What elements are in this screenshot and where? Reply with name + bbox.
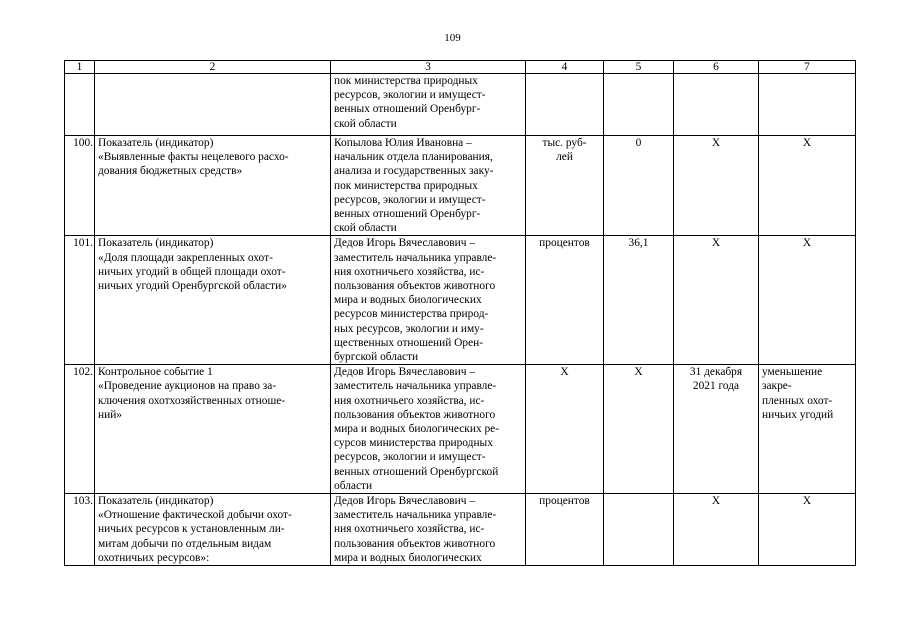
cell-date: Х xyxy=(674,494,759,566)
cell-responsible: пок министерства природных ресурсов, экологии и имущест- венных отношений Оренбург- ской области xyxy=(331,74,526,136)
cell-num: 101. xyxy=(65,236,95,365)
cell-result: Х xyxy=(759,236,856,365)
cell-unit: процентов xyxy=(526,494,604,566)
header-col-7: 7 xyxy=(759,61,856,74)
cell-result: Х xyxy=(759,136,856,236)
cell-value: Х xyxy=(604,365,674,494)
cell-result: Х xyxy=(759,494,856,566)
cell-num xyxy=(65,74,95,136)
cell-result: уменьшение закре- пленных охот- ничьих угодий xyxy=(759,365,856,494)
cell-value: 36,1 xyxy=(604,236,674,365)
cell-value: 0 xyxy=(604,136,674,236)
cell-name: Показатель (индикатор) «Доля площади закрепленных охот- ничьих угодий в общей площади охот- ничьих угодий Оренбургской области» xyxy=(95,236,331,365)
cell-name: Контрольное событие 1 «Проведение аукционов на право за- ключения охотхозяйственных отноше- ний» xyxy=(95,365,331,494)
cell-date: Х xyxy=(674,236,759,365)
header-col-4: 4 xyxy=(526,61,604,74)
cell-unit xyxy=(526,74,604,136)
cell-responsible: Копылова Юлия Ивановна – начальник отдела планирования, анализа и государственных заку- пок министерства природных ресурсов, экологии и имущест- венных отношений Оренбург- ской области xyxy=(331,136,526,236)
header-row xyxy=(65,61,856,74)
header-col-6: 6 xyxy=(674,61,759,74)
cell-name: Показатель (индикатор) «Отношение фактической добычи охот- ничьих ресурсов к установленным ли- митам добычи по отдельным видам охотничьих ресурсов»: xyxy=(95,494,331,566)
cell-value xyxy=(604,494,674,566)
cell-unit: процентов xyxy=(526,236,604,365)
cell-name: Показатель (индикатор) «Выявленные факты нецелевого расхо- дования бюджетных средств» xyxy=(95,136,331,236)
table-row xyxy=(65,236,856,365)
table-row xyxy=(65,136,856,236)
cell-date: 31 декабря 2021 года xyxy=(674,365,759,494)
table-row xyxy=(65,494,856,566)
cell-num: 103. xyxy=(65,494,95,566)
header-col-2: 2 xyxy=(95,61,331,74)
cell-num: 102. xyxy=(65,365,95,494)
continuation-row xyxy=(65,74,856,136)
cell-unit: Х xyxy=(526,365,604,494)
cell-unit: тыс. руб- лей xyxy=(526,136,604,236)
cell-responsible: Дедов Игорь Вячеславович – заместитель начальника управле- ния охотничьего хозяйства, ис- пользования объектов животного мира и водных биологических ресурсов министерства природ- ных ресурсов, экологии и иму- щественных отношений Орен- бургской области xyxy=(331,236,526,365)
page-number: 109 xyxy=(444,32,461,44)
cell-value xyxy=(604,74,674,136)
cell-name xyxy=(95,74,331,136)
cell-result xyxy=(759,74,856,136)
table-row xyxy=(65,365,856,494)
program-table xyxy=(64,60,856,566)
header-col-5: 5 xyxy=(604,61,674,74)
cell-date: Х xyxy=(674,136,759,236)
cell-num: 100. xyxy=(65,136,95,236)
cell-date xyxy=(674,74,759,136)
cell-responsible: Дедов Игорь Вячеславович – заместитель начальника управле- ния охотничьего хозяйства, ис- пользования объектов животного мира и водных биологических ре- сурсов министерства природных ресурсов, экологии и имущест- венных отношений Оренбургской области xyxy=(331,365,526,494)
header-col-1: 1 xyxy=(65,61,95,74)
header-col-3: 3 xyxy=(331,61,526,74)
cell-responsible: Дедов Игорь Вячеславович – заместитель начальника управле- ния охотничьего хозяйства, ис- пользования объектов животного мира и водных биологических xyxy=(331,494,526,566)
